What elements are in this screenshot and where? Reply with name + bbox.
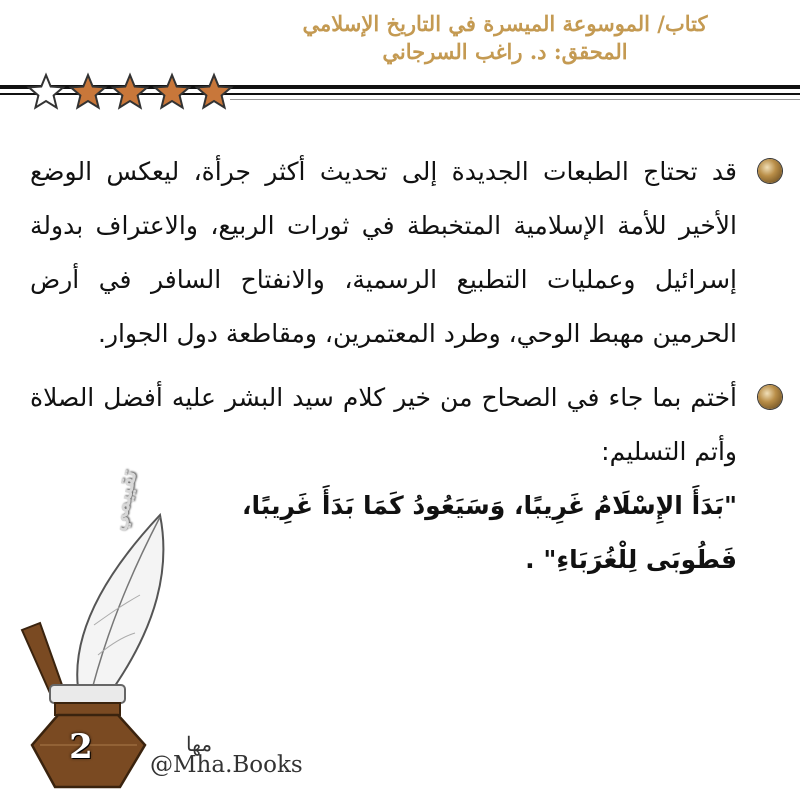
book-header	[230, 10, 780, 66]
star-filled-icon	[155, 75, 189, 108]
my-rating-label: تقييمي	[104, 467, 143, 534]
paragraph-1-text: قد تحتاج الطبعات الجديدة إلى تحديث أكثر جرأة، ليعكس الوضع الأخير للأمة الإسلامية المتخبطة في ثورات الربيع، والاعتراف بدولة إسرائيل وعمليات التطبيع الرسمية، والانفتاح السافر في أرض الحرمين مهبط الوحي، وطرد المعتمرين، ومقاطعة دول الجوار.	[30, 157, 737, 348]
book-title: كتاب/ الموسوعة الميسرة في التاريخ الإسلامي	[302, 11, 708, 36]
account-handle: @Mha.Books	[150, 752, 303, 778]
star-empty-icon	[29, 75, 63, 108]
star-rating	[26, 72, 236, 112]
star-filled-icon	[113, 75, 147, 108]
hadith-quote-line-2: فَطُوبَى لِلْغُرَبَاءِ" .	[525, 545, 737, 574]
paragraph-1	[30, 145, 782, 361]
header-divider-hairline	[230, 99, 800, 100]
signature: مها	[186, 732, 213, 756]
star-filled-icon	[197, 75, 231, 108]
bullet-icon	[758, 159, 782, 183]
hadith-quote-line-1: "بَدَأَ الإِسْلَامُ غَرِيبًا، وَسَيَعُودُ كَمَا بَدَأَ غَرِيبًا،	[242, 491, 737, 520]
star-filled-icon	[71, 75, 105, 108]
page-number: 2	[69, 727, 93, 767]
inkwell-lid	[22, 623, 62, 693]
paragraph-2-text: أختم بما جاء في الصحاح من خير كلام سيد البشر عليه أفضل الصلاة وأتم التسليم:	[30, 383, 737, 466]
bullet-icon	[758, 385, 782, 409]
book-author: المحقق: د. راغب السرجاني	[382, 39, 628, 64]
